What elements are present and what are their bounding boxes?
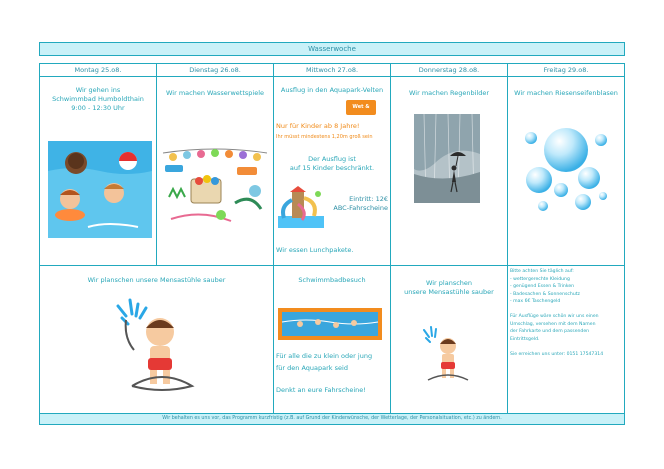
rain-picture <box>414 114 480 203</box>
note-line: der Fahrkarte und dem passenden <box>510 329 590 334</box>
row2-mid-text-1: Für alle die zu klein oder jung <box>276 352 373 360</box>
note-line: Umschlag, versehen mit dem Namen <box>510 321 596 327</box>
thursday-text: Wir machen Regenbilder <box>408 89 490 97</box>
swimming-pool-illustration <box>278 308 382 340</box>
wednesday-fee-2: ABC-Fahrscheine <box>333 204 388 212</box>
col-divider-2 <box>273 64 274 413</box>
row2-mid-title: Schwimmbadbesuch <box>298 276 366 284</box>
day-header-monday: Montag 25.o8. <box>74 66 122 74</box>
day-header-wednesday: Mittwoch 27.o8. <box>305 66 359 74</box>
col-divider-4 <box>507 64 508 413</box>
note-line: - Badesachen & Sonnenschutz <box>510 291 580 297</box>
footer-disclaimer: Wir behalten es uns vor, das Programm kurzfristig (z.B. auf Grund der Kinderwünsche, der Wetterlage, der Personalsituation, etc.) zu ändern. <box>40 414 624 424</box>
note-spacer <box>510 343 622 351</box>
row2-left-text: Wir planschen unsere Mensastühle sauber <box>87 276 226 284</box>
wednesday-heading: Ausflug in den Aquapark-Velten <box>280 86 384 94</box>
wednesday-trip-1: Der Ausflug ist <box>308 155 356 163</box>
note-line: - genügend Essen & Trinken <box>510 284 575 289</box>
row2-mid-text-3: Denkt an eure Fahrscheine! <box>276 386 366 394</box>
monday-line-2: Schwimmbad Humboldthain <box>52 95 144 103</box>
swimming-kids-illustration <box>48 141 152 238</box>
wednesday-age-note: Nur für Kinder ab 8 Jahre! <box>276 122 360 130</box>
note-line: Sie erreichen uns unter: 0151 17547314 <box>510 351 604 357</box>
wednesday-fee-1: Eintritt: 12€ <box>349 195 388 203</box>
row2-thursday-line-2: unsere Mensastühle sauber <box>404 288 494 296</box>
monday-line-3: 9:00 - 12:30 Uhr <box>71 104 125 112</box>
col-divider-3 <box>390 64 391 413</box>
note-line: Für Ausflüge wäre schön wir uns einen <box>510 314 599 319</box>
page-title: Wasserwoche <box>39 42 625 56</box>
monday-line-1: Wir gehen ins <box>75 86 121 94</box>
day-header-tuesday: Dienstag 26.o8. <box>189 66 241 74</box>
wednesday-trip-2: auf 15 Kinder beschränkt. <box>289 164 375 172</box>
splashing-boy-illustration <box>112 298 204 394</box>
friday-text: Wir machen Riesenseifenblasen <box>514 89 618 97</box>
wet-wild-logo: Wet & Wild <box>346 100 376 115</box>
header-divider <box>40 76 624 77</box>
soap-bubbles-illustration <box>519 118 611 218</box>
note-line: Eintrittsgeld. <box>510 336 540 342</box>
water-games-illustration <box>161 143 269 229</box>
tuesday-text: Wir machen Wasserwettspiele <box>166 89 264 97</box>
waterpark-illustration <box>278 186 324 228</box>
row2-mid-text-2: für den Aquapark seid <box>276 364 348 372</box>
day-header-thursday: Donnerstag 28.o8. <box>418 66 480 74</box>
splashing-boy-small-illustration <box>420 326 474 384</box>
note-line: - wettergerechte Kleidung <box>510 276 570 282</box>
note-line: Bitte achten Sie täglich auf: <box>510 269 574 274</box>
row2-thursday-line-1: Wir planschen <box>425 279 473 287</box>
day-header-friday: Freitag 29.o8. <box>543 66 589 74</box>
wednesday-lunch: Wir essen Lunchpakete. <box>276 246 354 254</box>
note-line: - max 6€ Taschengeld <box>510 299 561 304</box>
note-spacer <box>510 306 622 314</box>
wednesday-height-note: Ihr müsst mindestens 1,20m groß sein <box>276 134 373 140</box>
notes-list <box>510 268 622 358</box>
row-divider <box>40 265 624 266</box>
